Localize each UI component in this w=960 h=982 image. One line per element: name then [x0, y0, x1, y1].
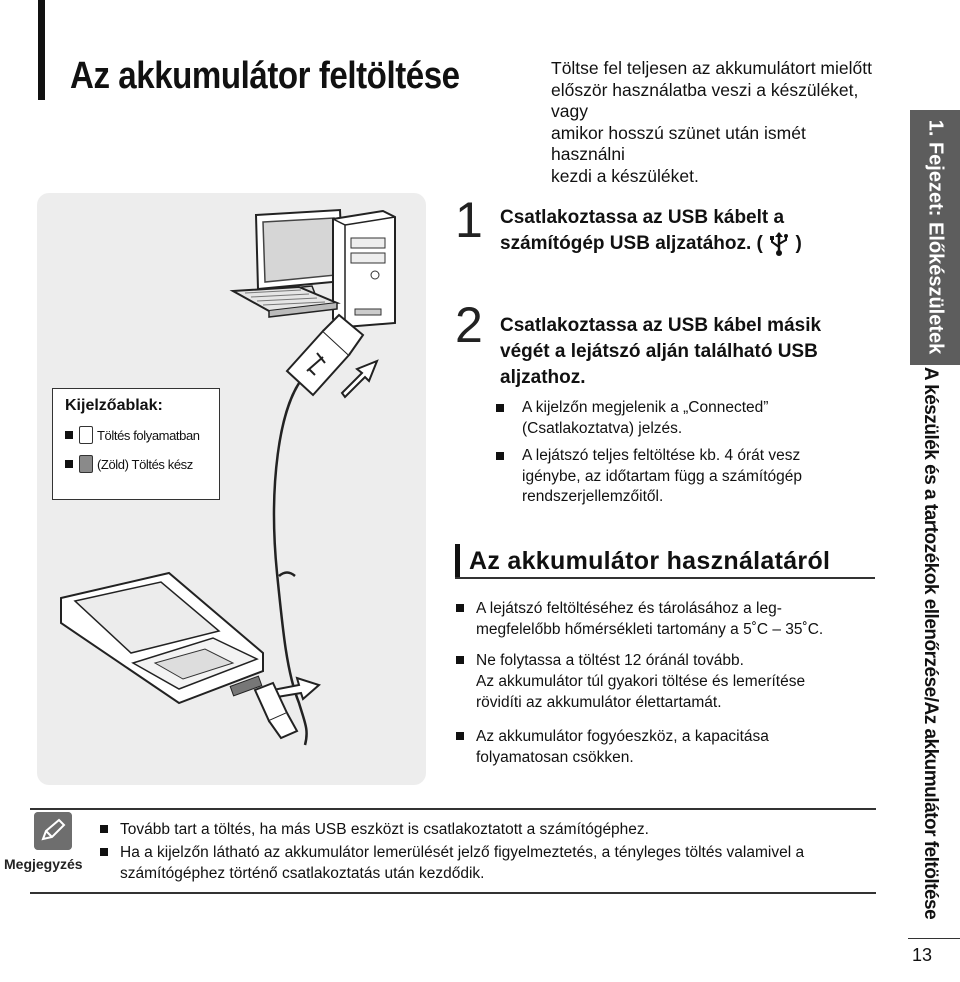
page-title: Az akkumulátor feltöltése: [70, 55, 460, 97]
chapter-tab-label: 1. Fejezet: Előkészületek: [924, 119, 947, 355]
step-number: 1: [455, 192, 483, 248]
page-number: 13: [912, 945, 933, 965]
list-item: Ne folytassa a töltést 12 óránál tovább. Az akkumulátor túl gyakori töltése és lemerítése rövidíti az akkumulátor élettartamát.: [476, 650, 805, 713]
bullet-square-icon: [100, 848, 108, 856]
list-item: A lejátszó teljes feltöltése kb. 4 órát vesz igénybe, az időtartam függ a számítógép rendszerjellemzőitől.: [522, 446, 802, 508]
bullet-square-icon: [496, 452, 504, 460]
section-title: Az akkumulátor használatáról: [469, 547, 831, 575]
intro-text: Töltse fel teljesen az akkumulátort mielőtt először használatba veszi a készüléket, vagy amikor hosszú szünet után ismét használni kezdi a készüléket.: [551, 58, 872, 186]
display-legend-row: Töltés folyamatban: [65, 426, 211, 444]
step-2-text: Csatlakoztassa az USB kábel másik végét a lejátszó alján található USB aljzathoz.: [500, 315, 822, 388]
note-item: Tovább tart a töltés, ha más USB eszközt is csatlakoztatott a számítógéphez.: [120, 819, 649, 840]
bullet-square-icon: [65, 431, 73, 439]
battery-full-icon: [79, 455, 93, 473]
bullet-square-icon: [456, 604, 464, 612]
charging-icon: [79, 426, 93, 444]
note-pencil-icon: [34, 812, 72, 850]
bullet-square-icon: [100, 825, 108, 833]
display-legend-title: Kijelzőablak:: [65, 397, 163, 414]
section-running-header: A készülék és a tartozékok ellenőrzése/Az akkumulátor feltöltése: [920, 366, 941, 920]
divider: [908, 938, 960, 939]
divider: [30, 892, 876, 894]
bullet-square-icon: [65, 460, 73, 468]
divider: [30, 808, 876, 810]
display-legend-row: (Zöld) Töltés kész: [65, 455, 211, 473]
list-item: A lejátszó feltöltéséhez és tárolásához a leg- megfelelőbb hőmérsékleti tartomány a 5˚C – 35˚C.: [476, 598, 823, 640]
arrow-icon: [273, 361, 377, 699]
step-number: 2: [455, 297, 483, 353]
usb-icon: [768, 231, 790, 257]
step-1-text: Csatlakoztassa az USB kábelt a számítógép USB aljzatához. ( ): [500, 205, 802, 257]
note-label: Megjegyzés: [4, 856, 83, 872]
display-legend-box: [52, 388, 220, 500]
mp3-player-icon: [61, 573, 263, 703]
title-accent-bar: [38, 0, 45, 100]
computer-tower-icon: [333, 211, 395, 327]
bullet-square-icon: [456, 732, 464, 740]
note-item: Ha a kijelzőn látható az akkumulátor lemerülését jelző figyelmeztetés, a tényleges töltés valamivel a számítógéphez történő csatlakoztatás után kezdődik.: [120, 842, 804, 884]
list-item: A kijelzőn megjelenik a „Connected” (Csatlakoztatva) jelzés.: [522, 398, 768, 439]
divider: [455, 577, 875, 579]
list-item: Az akkumulátor fogyóeszköz, a kapacitása folyamatosan csökken.: [476, 726, 769, 768]
bullet-square-icon: [456, 656, 464, 664]
bullet-square-icon: [496, 404, 504, 412]
keyboard-icon: [233, 287, 337, 317]
section-accent-bar: [455, 544, 460, 578]
